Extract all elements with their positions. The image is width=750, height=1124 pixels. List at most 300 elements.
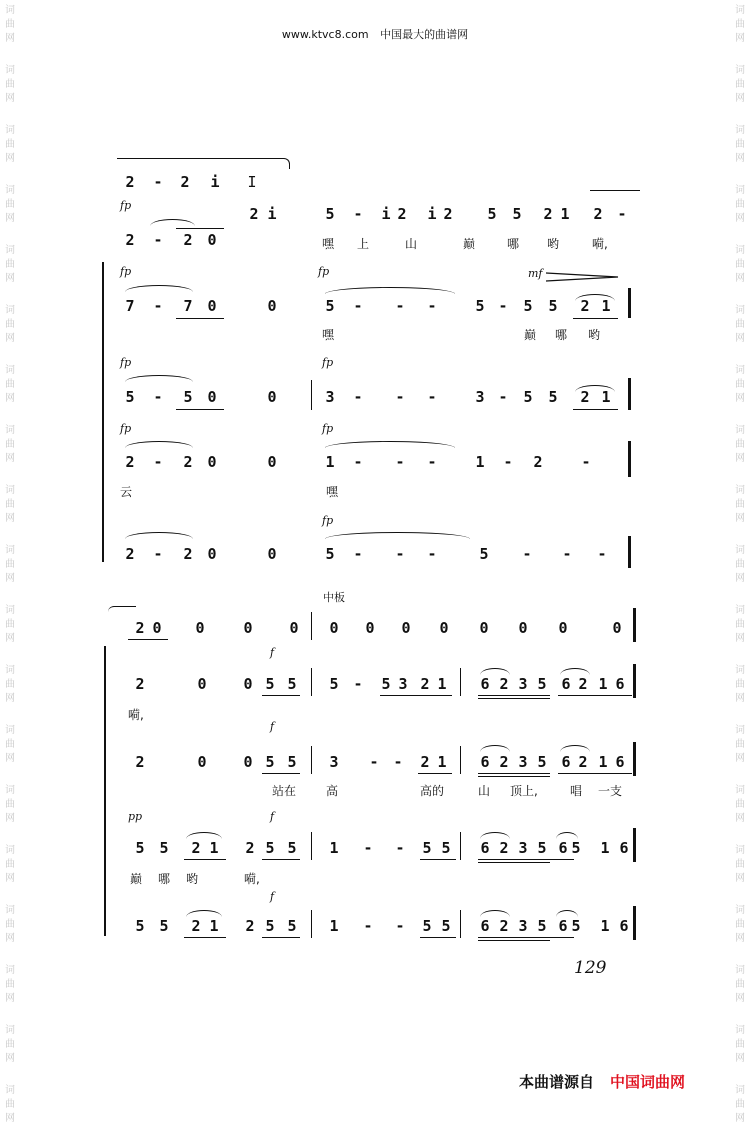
- watermark-glyph: 曲: [735, 1039, 745, 1050]
- note: 6: [558, 839, 568, 857]
- notation-row: [0, 230, 750, 256]
- watermark-glyph: 曲: [735, 739, 745, 750]
- watermark-glyph: 网: [5, 213, 15, 224]
- note: 5: [159, 839, 169, 857]
- barline: [628, 378, 631, 410]
- note: -: [153, 388, 163, 406]
- watermark-glyph: 词: [735, 965, 745, 976]
- note: 5: [265, 675, 275, 693]
- watermark-glyph: 网: [735, 933, 745, 944]
- watermark-glyph: 词: [735, 365, 745, 376]
- beam: [184, 859, 226, 860]
- lyric: 嘿: [322, 328, 335, 342]
- watermark-glyph: 网: [5, 573, 15, 584]
- watermark-glyph: 网: [5, 333, 15, 344]
- lyric: 唱: [570, 784, 583, 798]
- watermark-glyph: 词: [5, 785, 15, 796]
- note: -: [395, 297, 405, 315]
- watermark-glyph: 词: [735, 485, 745, 496]
- note: 0: [479, 619, 489, 637]
- beam: [478, 773, 550, 774]
- notation-row: [0, 452, 750, 478]
- note: 7: [125, 297, 135, 315]
- watermark-glyph: 词: [735, 425, 745, 436]
- footer-source: 本曲谱源自: [519, 1073, 595, 1091]
- note: 1: [600, 917, 610, 935]
- note: 1: [325, 453, 335, 471]
- lyric: 哟: [547, 237, 560, 251]
- notation-row: [0, 838, 750, 864]
- note: 2: [580, 388, 590, 406]
- beam: [176, 228, 224, 229]
- lyric: 巅: [130, 872, 143, 886]
- note: 3: [518, 839, 528, 857]
- watermark-glyph: 词: [5, 245, 15, 256]
- note: 2: [245, 917, 255, 935]
- note: -: [498, 388, 508, 406]
- note: 0: [197, 675, 207, 693]
- slur: [575, 294, 615, 301]
- barline: [311, 668, 312, 696]
- barline: [311, 746, 312, 774]
- watermark-glyph: 词: [735, 1085, 745, 1096]
- note: 2: [183, 545, 193, 563]
- watermark-glyph: 网: [5, 93, 15, 104]
- watermark-glyph: 曲: [735, 859, 745, 870]
- note: -: [153, 453, 163, 471]
- notation-row: [0, 387, 750, 413]
- watermark-glyph: 曲: [5, 679, 15, 690]
- beam: [262, 937, 300, 938]
- barline: [460, 746, 461, 774]
- note: 3: [398, 675, 408, 693]
- note: -: [427, 545, 437, 563]
- beam: [420, 859, 456, 860]
- watermark-glyph: 网: [735, 213, 745, 224]
- note: 2: [180, 173, 190, 191]
- dynamic-marking: f: [270, 646, 275, 659]
- note: 2: [420, 753, 430, 771]
- watermark-glyph: 曲: [735, 139, 745, 150]
- note: -: [395, 388, 405, 406]
- header-url[interactable]: www.ktvc8.com: [281, 28, 369, 41]
- barline: [628, 441, 631, 477]
- note: 2: [245, 839, 255, 857]
- barline: [633, 608, 636, 642]
- watermark-glyph: 曲: [735, 379, 745, 390]
- watermark-glyph: 词: [5, 1025, 15, 1036]
- note: 3: [325, 388, 335, 406]
- watermark-glyph: 曲: [735, 559, 745, 570]
- barline: [311, 910, 312, 938]
- watermark-glyph: 网: [5, 873, 15, 884]
- watermark-glyph: 网: [5, 393, 15, 404]
- slur: [325, 287, 455, 294]
- note: 1: [475, 453, 485, 471]
- barline: [628, 288, 631, 318]
- watermark-glyph: 词: [5, 65, 15, 76]
- watermark-glyph: 网: [5, 693, 15, 704]
- beam: [478, 776, 550, 777]
- watermark-glyph: 曲: [5, 439, 15, 450]
- watermark-glyph: 曲: [5, 19, 15, 30]
- slur: [480, 832, 510, 839]
- watermark-glyph: 网: [735, 693, 745, 704]
- note: 2: [249, 205, 259, 223]
- note: 0: [243, 619, 253, 637]
- dynamic-marking: fp: [322, 514, 334, 527]
- page-header: [0, 26, 750, 42]
- note: 0: [612, 619, 622, 637]
- watermark-glyph: 词: [5, 605, 15, 616]
- watermark-glyph: 曲: [5, 919, 15, 930]
- note: I: [247, 173, 257, 191]
- watermark-glyph: 曲: [735, 799, 745, 810]
- note: 2: [191, 917, 201, 935]
- beam: [418, 773, 452, 774]
- beam: [478, 695, 550, 696]
- watermark-glyph: 网: [735, 513, 745, 524]
- note: 2: [125, 173, 135, 191]
- watermark-glyph: 网: [735, 453, 745, 464]
- note: 2: [499, 753, 509, 771]
- beam: [128, 639, 168, 640]
- footer-brand[interactable]: 中国词曲网: [610, 1073, 686, 1091]
- beam: [558, 695, 632, 696]
- note: 2: [135, 675, 145, 693]
- beam: [184, 937, 226, 938]
- watermark-glyph: 曲: [5, 79, 15, 90]
- watermark-glyph: 曲: [735, 499, 745, 510]
- slur: [560, 745, 590, 752]
- watermark-glyph: 网: [735, 873, 745, 884]
- watermark-glyph: 网: [5, 453, 15, 464]
- watermark-glyph: 词: [735, 905, 745, 916]
- beam: [420, 937, 456, 938]
- watermark-glyph: 曲: [5, 1099, 15, 1110]
- note: 6: [615, 753, 625, 771]
- note: 1: [329, 917, 339, 935]
- note: 1: [601, 297, 611, 315]
- slur: [125, 532, 193, 539]
- note: 2: [543, 205, 553, 223]
- note: 5: [422, 917, 432, 935]
- lyric: 上: [357, 237, 370, 251]
- note: 2: [580, 297, 590, 315]
- notation-row: [0, 544, 750, 570]
- watermark-glyph: 词: [5, 725, 15, 736]
- note: 5: [135, 917, 145, 935]
- slur: [480, 745, 510, 752]
- watermark-glyph: 网: [735, 93, 745, 104]
- beam: [478, 859, 574, 860]
- beam: [558, 773, 632, 774]
- note: 0: [558, 619, 568, 637]
- barline: [311, 612, 312, 640]
- note: 2: [135, 753, 145, 771]
- dynamic-marking: fp: [120, 422, 132, 435]
- note: 2: [183, 453, 193, 471]
- note: -: [393, 753, 403, 771]
- note: 5: [571, 917, 581, 935]
- barline: [460, 832, 461, 860]
- lyric: 巅: [463, 237, 476, 251]
- watermark-glyph: 词: [735, 245, 745, 256]
- lyric: 嗬,: [128, 708, 144, 722]
- note: 5: [325, 297, 335, 315]
- watermark-glyph: 曲: [735, 319, 745, 330]
- watermark-glyph: 网: [5, 273, 15, 284]
- barline: [633, 742, 636, 776]
- note: -: [353, 675, 363, 693]
- note: 6: [480, 839, 490, 857]
- watermark-glyph: 词: [5, 5, 15, 16]
- system-bracket-top: [108, 606, 136, 615]
- watermark-glyph: 网: [735, 753, 745, 764]
- note: 0: [289, 619, 299, 637]
- watermark-glyph: 网: [735, 573, 745, 584]
- watermark-glyph: 词: [735, 605, 745, 616]
- watermark-glyph: 词: [735, 65, 745, 76]
- note: 6: [558, 917, 568, 935]
- note: -: [581, 453, 591, 471]
- note: 5: [441, 839, 451, 857]
- watermark-glyph: 词: [735, 1025, 745, 1036]
- watermark-glyph: 网: [5, 813, 15, 824]
- note: -: [153, 231, 163, 249]
- note: -: [427, 388, 437, 406]
- note: 5: [183, 388, 193, 406]
- note: 1: [329, 839, 339, 857]
- note: -: [395, 917, 405, 935]
- watermark-glyph: 曲: [5, 799, 15, 810]
- note: 6: [619, 917, 629, 935]
- watermark-glyph: 词: [735, 785, 745, 796]
- watermark-glyph: 网: [5, 993, 15, 1004]
- watermark-glyph: 曲: [5, 559, 15, 570]
- note: i: [427, 205, 437, 223]
- dynamic-marking: f: [270, 890, 275, 903]
- note: 0: [439, 619, 449, 637]
- watermark-glyph: 网: [735, 1053, 745, 1064]
- note: 6: [619, 839, 629, 857]
- note: 1: [600, 839, 610, 857]
- note: 1: [601, 388, 611, 406]
- watermark-glyph: 网: [5, 1053, 15, 1064]
- beam: [478, 862, 550, 863]
- barline: [633, 828, 636, 862]
- dynamic-marking: fp: [120, 356, 132, 369]
- watermark-glyph: 词: [735, 845, 745, 856]
- watermark-glyph: 曲: [735, 979, 745, 990]
- watermark-glyph: 词: [5, 845, 15, 856]
- dynamic-marking: fp: [120, 199, 132, 212]
- note: 0: [243, 675, 253, 693]
- beam: [478, 940, 550, 941]
- lyric: 哪: [158, 872, 171, 886]
- watermark-glyph: 网: [735, 33, 745, 44]
- note: 6: [480, 917, 490, 935]
- note: 2: [191, 839, 201, 857]
- watermark-glyph: 曲: [5, 1039, 15, 1050]
- barline: [633, 664, 636, 698]
- dynamic-marking: mf: [528, 267, 543, 280]
- slur: [186, 910, 222, 917]
- note: -: [395, 545, 405, 563]
- note: 2: [578, 675, 588, 693]
- slur: [556, 832, 578, 839]
- lyric: 嗬,: [244, 872, 260, 886]
- slur: [325, 441, 455, 448]
- watermark-glyph: 词: [5, 185, 15, 196]
- note: 0: [267, 297, 277, 315]
- note: 5: [523, 297, 533, 315]
- watermark-glyph: 词: [735, 725, 745, 736]
- note: 5: [159, 917, 169, 935]
- note: -: [353, 388, 363, 406]
- watermark-glyph: 网: [735, 273, 745, 284]
- footer: [519, 1071, 685, 1092]
- note: i: [381, 205, 391, 223]
- lyric: 哪: [507, 237, 520, 251]
- beam: [176, 318, 224, 319]
- watermark-glyph: 网: [5, 1113, 15, 1124]
- beam: [478, 937, 574, 938]
- note: -: [153, 545, 163, 563]
- watermark-glyph: 曲: [5, 499, 15, 510]
- note: -: [503, 453, 513, 471]
- note: 0: [207, 453, 217, 471]
- lyric: 站在: [272, 784, 297, 798]
- dynamic-marking: f: [270, 720, 275, 733]
- note: 5: [487, 205, 497, 223]
- watermark-glyph: 词: [735, 5, 745, 16]
- note: 0: [152, 619, 162, 637]
- watermark-glyph: 词: [5, 425, 15, 436]
- watermark-glyph: 网: [735, 993, 745, 1004]
- notation-row: [0, 172, 750, 198]
- note: 2: [499, 675, 509, 693]
- watermark-glyph: 词: [735, 545, 745, 556]
- note: 0: [401, 619, 411, 637]
- lyric: 嘿: [322, 237, 335, 251]
- beam: [573, 318, 618, 319]
- note: -: [353, 297, 363, 315]
- barline: [460, 910, 461, 938]
- lyric: 巅: [524, 328, 537, 342]
- watermark-glyph: 曲: [735, 619, 745, 630]
- note: 3: [518, 753, 528, 771]
- note: 5: [548, 297, 558, 315]
- watermark-glyph: 曲: [5, 259, 15, 270]
- note: -: [597, 545, 607, 563]
- note: 5: [441, 917, 451, 935]
- watermark-glyph: 网: [735, 333, 745, 344]
- dynamic-marking: fp: [322, 356, 334, 369]
- beam: [380, 695, 452, 696]
- dynamic-marking: fp: [322, 422, 334, 435]
- note: -: [522, 545, 532, 563]
- watermark-glyph: 网: [5, 933, 15, 944]
- watermark-glyph: 曲: [5, 979, 15, 990]
- note: -: [427, 453, 437, 471]
- note: 7: [183, 297, 193, 315]
- note: 3: [475, 388, 485, 406]
- note: 2: [125, 453, 135, 471]
- note: -: [427, 297, 437, 315]
- watermark-glyph: 曲: [5, 739, 15, 750]
- barline: [311, 832, 312, 860]
- notation-row: [0, 674, 750, 700]
- note: 0: [243, 753, 253, 771]
- lyric: 哟: [588, 328, 601, 342]
- note: 5: [475, 297, 485, 315]
- lyric: 一支: [598, 784, 623, 798]
- note: 5: [537, 917, 547, 935]
- note: 5: [135, 839, 145, 857]
- crescendo-icon: [546, 270, 620, 284]
- notation-row: [0, 752, 750, 778]
- slur: [480, 910, 510, 917]
- watermark-glyph: 曲: [5, 619, 15, 630]
- note: -: [395, 839, 405, 857]
- notation-row: [0, 204, 750, 230]
- note: -: [369, 753, 379, 771]
- watermark-glyph: 词: [735, 305, 745, 316]
- note: -: [363, 917, 373, 935]
- note: 1: [437, 675, 447, 693]
- note: 5: [548, 388, 558, 406]
- lyric: 嘿: [326, 485, 339, 499]
- slur: [560, 668, 590, 675]
- beam: [176, 409, 224, 410]
- slur: [556, 910, 578, 917]
- watermark-glyph: 曲: [5, 859, 15, 870]
- note: -: [353, 453, 363, 471]
- lyric: 嗬,: [592, 237, 608, 251]
- watermark-glyph: 网: [5, 633, 15, 644]
- beam: [262, 695, 300, 696]
- note: 2: [499, 917, 509, 935]
- watermark-glyph: 网: [735, 633, 745, 644]
- note: 1: [209, 917, 219, 935]
- note: 5: [512, 205, 522, 223]
- dynamic-marking: fp: [318, 265, 330, 278]
- note: 1: [437, 753, 447, 771]
- note: 6: [561, 753, 571, 771]
- watermark-glyph: 曲: [5, 379, 15, 390]
- dynamic-marking: f: [270, 810, 275, 823]
- note: 0: [195, 619, 205, 637]
- note: -: [363, 839, 373, 857]
- watermark-glyph: 词: [5, 905, 15, 916]
- barline: [628, 536, 631, 568]
- note: 6: [480, 675, 490, 693]
- watermark-glyph: 曲: [735, 199, 745, 210]
- note: 5: [537, 675, 547, 693]
- note: 1: [598, 753, 608, 771]
- watermark-glyph: 曲: [735, 19, 745, 30]
- note: 5: [523, 388, 533, 406]
- lyric: 哪: [555, 328, 568, 342]
- note: 0: [267, 545, 277, 563]
- note: 5: [265, 839, 275, 857]
- note: -: [353, 205, 363, 223]
- note: 0: [518, 619, 528, 637]
- note: 6: [480, 753, 490, 771]
- note: 2: [533, 453, 543, 471]
- system-bracket-top: [117, 158, 290, 169]
